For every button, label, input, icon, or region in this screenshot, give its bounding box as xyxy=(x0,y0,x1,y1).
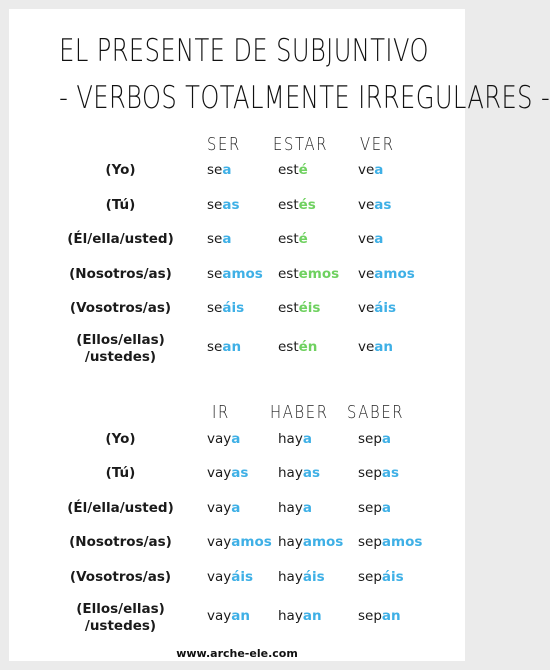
verb-ending: a xyxy=(302,500,312,516)
pronoun-label: (Nosotros/as) xyxy=(69,534,172,550)
verb-ending: áis xyxy=(374,300,397,316)
verb-ending: amos xyxy=(231,534,272,550)
verb-form xyxy=(278,569,325,585)
verb-stem: ve xyxy=(358,162,375,178)
verb-form xyxy=(278,534,343,550)
verb-form xyxy=(278,339,317,355)
verb-form xyxy=(278,162,308,178)
verb-ending: amos xyxy=(302,534,344,550)
verb-form xyxy=(207,339,241,355)
verb-ending: én xyxy=(298,339,318,355)
verb-ending: as xyxy=(222,197,240,213)
verb-form xyxy=(207,162,231,178)
verb-form xyxy=(207,231,231,247)
verb-ending: é xyxy=(298,231,308,247)
footer-website: www.arche-ele.com xyxy=(176,647,298,660)
verb-form xyxy=(358,465,399,481)
verb-stem: hay xyxy=(278,465,303,481)
verb-ending: an xyxy=(381,608,401,624)
verb-ending: as xyxy=(374,197,392,213)
verb-form xyxy=(358,300,396,316)
verb-ending: an xyxy=(302,608,322,624)
verb-form xyxy=(207,608,250,624)
verb-stem: sep xyxy=(358,608,382,624)
verb-ending: amos xyxy=(381,534,423,550)
verb-form xyxy=(358,197,391,213)
verb-ending: áis xyxy=(231,569,254,585)
verb-stem: hay xyxy=(278,569,303,585)
verb-stem: se xyxy=(207,162,223,178)
verb-stem: ve xyxy=(358,266,375,282)
verb-form xyxy=(207,569,253,585)
verb-ending: a xyxy=(374,162,384,178)
pronoun-label: (Vosotros/as) xyxy=(69,569,172,585)
verb-stem: ve xyxy=(358,339,375,355)
verb-ending: áis xyxy=(302,569,325,585)
verb-form xyxy=(358,162,383,178)
verb-ending: áis xyxy=(381,569,404,585)
verb-ending: an xyxy=(231,608,250,624)
verb-stem: hay xyxy=(278,500,303,516)
verb-stem: hay xyxy=(278,608,303,624)
verb-stem: ve xyxy=(358,300,375,316)
column-header-saber: SABER xyxy=(347,402,405,423)
pronoun-label: (Tú) xyxy=(105,197,136,213)
verb-stem: est xyxy=(278,266,299,282)
verb-ending: a xyxy=(222,231,232,247)
verb-stem: hay xyxy=(278,431,303,447)
verb-form xyxy=(207,197,240,213)
verb-stem: sep xyxy=(358,569,382,585)
verb-ending: as xyxy=(381,465,400,481)
verb-stem: sep xyxy=(358,500,382,516)
pronoun-label: (Yo) xyxy=(105,431,136,447)
verb-form xyxy=(278,465,320,481)
verb-ending: és xyxy=(298,197,316,213)
column-header-haber: HABER xyxy=(270,402,329,423)
verb-ending: an xyxy=(222,339,242,355)
verb-stem: est xyxy=(278,162,299,178)
verb-stem: sep xyxy=(358,534,382,550)
pronoun-label: (Tú) xyxy=(105,465,136,481)
verb-form xyxy=(278,197,316,213)
column-header-ver: VER xyxy=(360,134,395,155)
pronoun-label: (Ellos/ellas) /ustedes) xyxy=(76,601,165,634)
verb-form xyxy=(278,608,322,624)
title-line-1: EL PRESENTE DE SUBJUNTIVO xyxy=(59,33,429,69)
verb-form xyxy=(278,431,312,447)
verb-stem: vay xyxy=(207,500,232,516)
verb-ending: áis xyxy=(222,300,245,316)
pronoun-label: (Él/ella/usted) xyxy=(67,231,174,247)
verb-ending: emos xyxy=(298,266,340,282)
column-header-ser: SER xyxy=(207,134,241,155)
verb-stem: vay xyxy=(207,534,232,550)
verb-stem: sep xyxy=(358,431,382,447)
verb-stem: ve xyxy=(358,197,375,213)
pronoun-label: (Nosotros/as) xyxy=(69,266,172,282)
verb-ending: as xyxy=(231,465,249,481)
verb-form xyxy=(358,431,391,447)
title-line-2: - VERBOS TOTALMENTE IRREGULARES - xyxy=(59,80,550,116)
pronoun-label: (Él/ella/usted) xyxy=(67,500,174,516)
column-header-estar: ESTAR xyxy=(273,134,329,155)
verb-form xyxy=(278,300,320,316)
verb-stem: se xyxy=(207,197,223,213)
verb-stem: vay xyxy=(207,608,232,624)
verb-ending: amos xyxy=(374,266,415,282)
verb-ending: as xyxy=(302,465,320,481)
verb-ending: a xyxy=(231,431,241,447)
verb-ending: é xyxy=(298,162,308,178)
verb-stem: se xyxy=(207,300,223,316)
verb-ending: a xyxy=(381,431,392,447)
verb-form xyxy=(207,465,248,481)
verb-form xyxy=(207,300,244,316)
verb-stem: se xyxy=(207,231,223,247)
verb-ending: éis xyxy=(298,300,321,316)
verb-stem: se xyxy=(207,266,223,282)
verb-stem: est xyxy=(278,300,299,316)
verb-stem: hay xyxy=(278,534,303,550)
verb-ending: a xyxy=(302,431,312,447)
verb-stem: est xyxy=(278,231,299,247)
verb-form xyxy=(358,231,383,247)
verb-form xyxy=(358,569,404,585)
worksheet-page xyxy=(9,9,550,661)
verb-form xyxy=(207,534,272,550)
pronoun-label: (Yo) xyxy=(105,162,136,178)
verb-ending: amos xyxy=(222,266,263,282)
verb-stem: ve xyxy=(358,231,375,247)
verb-form xyxy=(207,431,240,447)
verb-ending: a xyxy=(381,500,392,516)
verb-stem: est xyxy=(278,339,299,355)
pronoun-label: (Ellos/ellas) /ustedes) xyxy=(76,332,165,365)
verb-stem: vay xyxy=(207,431,232,447)
verb-stem: est xyxy=(278,197,299,213)
verb-stem: sep xyxy=(358,465,382,481)
pronoun-label: (Vosotros/as) xyxy=(69,300,172,316)
verb-ending: a xyxy=(222,162,232,178)
verb-stem: vay xyxy=(207,465,232,481)
verb-ending: a xyxy=(374,231,384,247)
verb-form xyxy=(207,500,240,516)
verb-ending: an xyxy=(374,339,394,355)
verb-form xyxy=(207,266,263,282)
verb-form xyxy=(278,500,312,516)
verb-form xyxy=(358,266,415,282)
verb-form xyxy=(358,534,422,550)
verb-form xyxy=(358,339,393,355)
verb-stem: se xyxy=(207,339,223,355)
verb-ending: a xyxy=(231,500,241,516)
verb-form xyxy=(278,266,339,282)
verb-form xyxy=(278,231,308,247)
verb-form xyxy=(358,500,391,516)
verb-form xyxy=(358,608,401,624)
column-header-ir: IR xyxy=(212,402,230,423)
verb-stem: vay xyxy=(207,569,232,585)
